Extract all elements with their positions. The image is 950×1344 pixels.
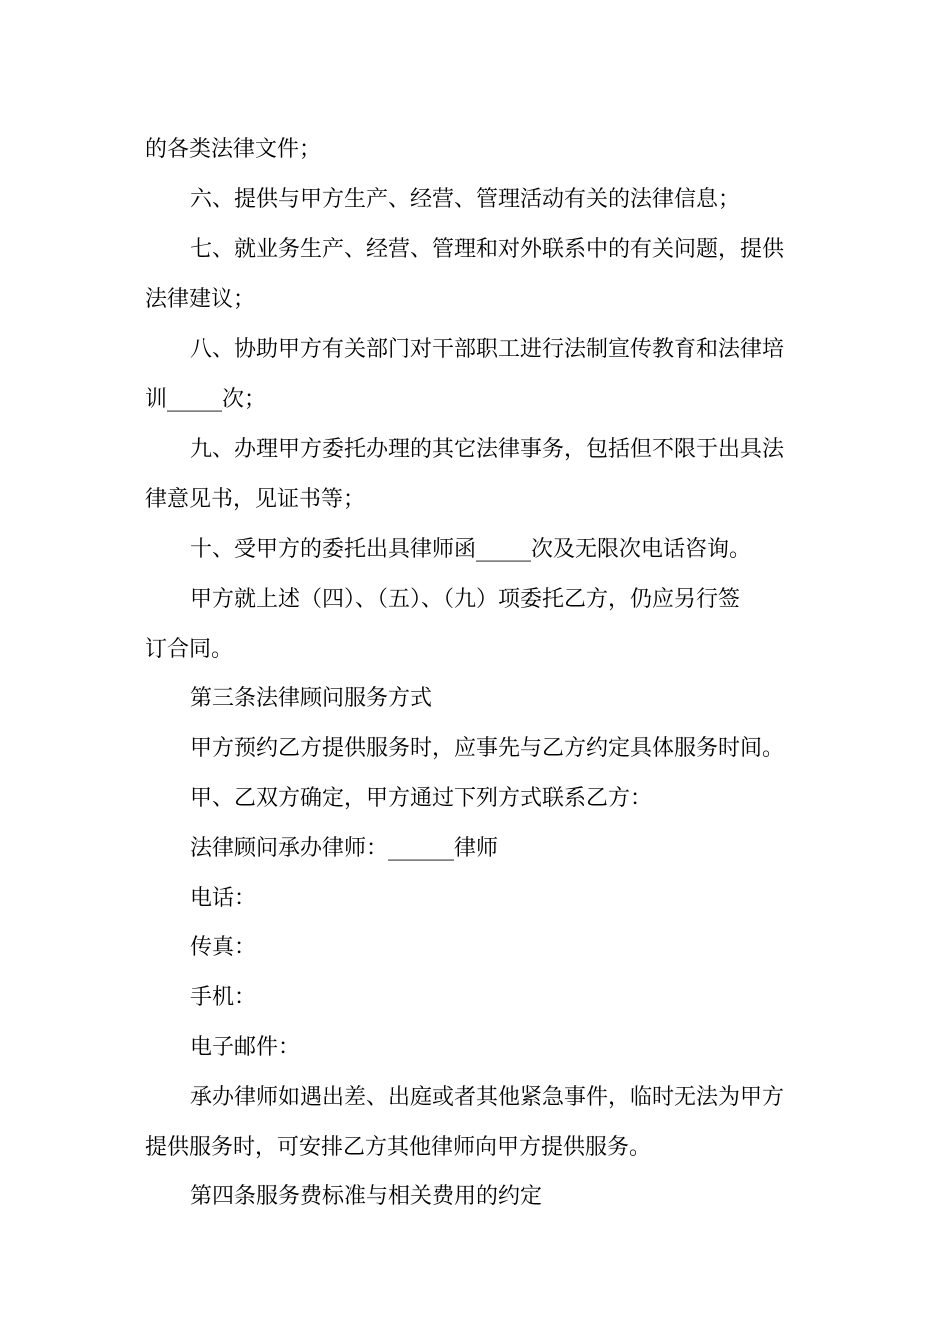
line-text: 法律建议； — [145, 287, 256, 312]
line-text: 电子邮件： — [190, 1035, 301, 1060]
line-text: 传真： — [190, 935, 257, 960]
section-heading — [0, 682, 950, 716]
line-text: 七、就业务生产、经营、管理和对外联系中的有关问题，提供 — [190, 237, 785, 262]
text-line — [0, 533, 950, 567]
text-line — [0, 1131, 950, 1165]
text-line — [0, 732, 950, 766]
text-line — [0, 1031, 950, 1065]
line-text: 承办律师如遇出差、出庭或者其他紧急事件，临时无法为甲方 — [190, 1085, 785, 1110]
line-text: 法律顾问承办律师：______律师 — [190, 836, 499, 861]
text-line — [0, 1081, 950, 1115]
line-text: 甲、乙双方确定，甲方通过下列方式联系乙方： — [190, 786, 653, 811]
section-heading — [0, 1180, 950, 1214]
line-text: 六、提供与甲方生产、经营、管理活动有关的法律信息； — [190, 187, 741, 212]
line-text: 训_____次； — [145, 387, 267, 412]
text-line — [0, 283, 950, 317]
line-text: 第四条服务费标准与相关费用的约定 — [190, 1184, 543, 1209]
line-text: 九、办理甲方委托办理的其它法律事务，包括但不限于出具法 — [190, 437, 785, 462]
line-text: 第三条法律顾问服务方式 — [190, 686, 433, 711]
line-text: 提供服务时，可安排乙方其他律师向甲方提供服务。 — [145, 1135, 652, 1160]
text-line — [0, 433, 950, 467]
text-line — [0, 483, 950, 517]
text-line — [0, 782, 950, 816]
text-line — [0, 183, 950, 217]
line-text: 十、受甲方的委托出具律师函_____次及无限次电话咨询。 — [190, 537, 752, 562]
text-line — [0, 981, 950, 1015]
line-text: 的各类法律文件； — [145, 137, 322, 162]
text-line — [0, 832, 950, 866]
line-text: 手机： — [190, 985, 257, 1010]
line-text: 甲方就上述（四）、（五）、（九）项委托乙方，仍应另行签 — [190, 587, 741, 612]
text-line — [0, 383, 950, 417]
text-line — [0, 583, 950, 617]
line-text: 甲方预约乙方提供服务时，应事先与乙方约定具体服务时间。 — [190, 736, 785, 761]
text-line — [0, 333, 950, 367]
line-text: 电话： — [190, 886, 257, 911]
text-line — [0, 882, 950, 916]
text-line — [0, 633, 950, 667]
text-line — [0, 931, 950, 965]
text-line — [0, 233, 950, 267]
line-text: 订合同。 — [145, 637, 234, 662]
text-line — [0, 133, 950, 167]
line-text: 八、协助甲方有关部门对干部职工进行法制宣传教育和法律培 — [190, 337, 785, 362]
line-text: 律意见书，见证书等； — [145, 487, 366, 512]
